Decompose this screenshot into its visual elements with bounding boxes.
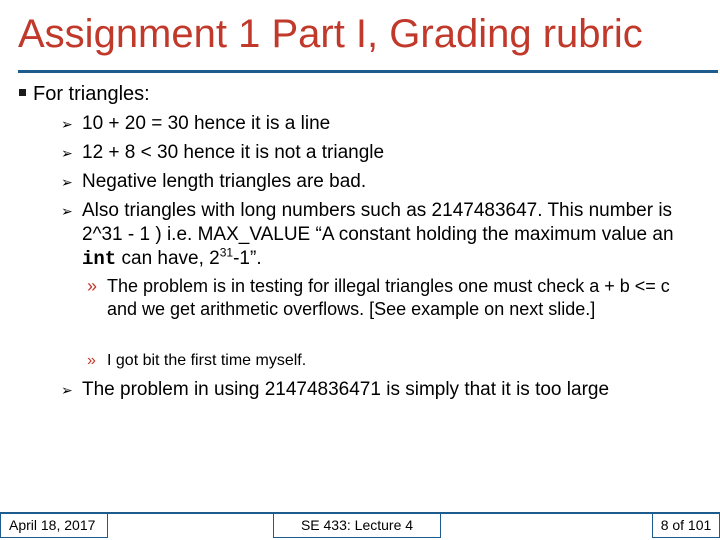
bullet-text: For triangles: bbox=[33, 83, 150, 105]
chevron-bullet-icon: » bbox=[87, 352, 96, 369]
arrow-bullet-icon: ➢ bbox=[61, 203, 73, 219]
footer-date: April 18, 2017 bbox=[0, 514, 108, 538]
sub-bullet-not-triangle bbox=[61, 141, 702, 165]
bullet-text: 10 + 20 = 30 hence it is a line bbox=[82, 113, 331, 134]
slide-title: Assignment 1 Part I, Grading rubric bbox=[18, 12, 643, 56]
bullet-for-triangles bbox=[33, 82, 150, 106]
sub-bullet-negative bbox=[61, 170, 702, 194]
sub-bullet-line-case bbox=[61, 112, 702, 136]
arrow-bullet-icon: ➢ bbox=[61, 145, 73, 161]
arrow-bullet-icon: ➢ bbox=[61, 382, 73, 398]
footer-page-number: 8 of 101 bbox=[652, 514, 720, 538]
code-int: int bbox=[82, 248, 117, 270]
arrow-bullet-icon: ➢ bbox=[61, 174, 73, 190]
bullet-text: The problem is in testing for illegal triangles one must check a + b <= c and we get arithmetic overflows. [See example on next slide.] bbox=[107, 276, 670, 319]
bullet-text: Also triangles with long numbers such as 2147483647. This number is 2^31 - 1 ) i.e. MAX_VALUE “A constant holding the maximum value an bbox=[82, 200, 674, 245]
title-divider bbox=[18, 70, 718, 73]
bullet-text: I got bit the first time myself. bbox=[107, 352, 307, 369]
bullet-text: Negative length triangles are bad. bbox=[82, 171, 367, 192]
sub-sub-bullet-bit bbox=[87, 349, 697, 372]
arrow-bullet-icon: ➢ bbox=[61, 116, 73, 132]
bullet-text: 12 + 8 < 30 hence it is not a triangle bbox=[82, 142, 385, 163]
square-bullet-icon bbox=[19, 89, 26, 96]
sub-sub-bullet-overflow bbox=[87, 275, 697, 321]
bullet-text-end: -1”. bbox=[233, 248, 262, 269]
exponent: 31 bbox=[219, 245, 234, 260]
bullet-text-cont: can have, 2 bbox=[116, 248, 220, 269]
bullet-text: The problem in using 21474836471 is simply that it is too large bbox=[82, 379, 610, 400]
chevron-bullet-icon: » bbox=[87, 276, 98, 296]
sub-bullet-max-value bbox=[61, 199, 702, 271]
footer-course: SE 433: Lecture 4 bbox=[273, 514, 441, 538]
sub-bullet-too-large bbox=[61, 378, 702, 402]
